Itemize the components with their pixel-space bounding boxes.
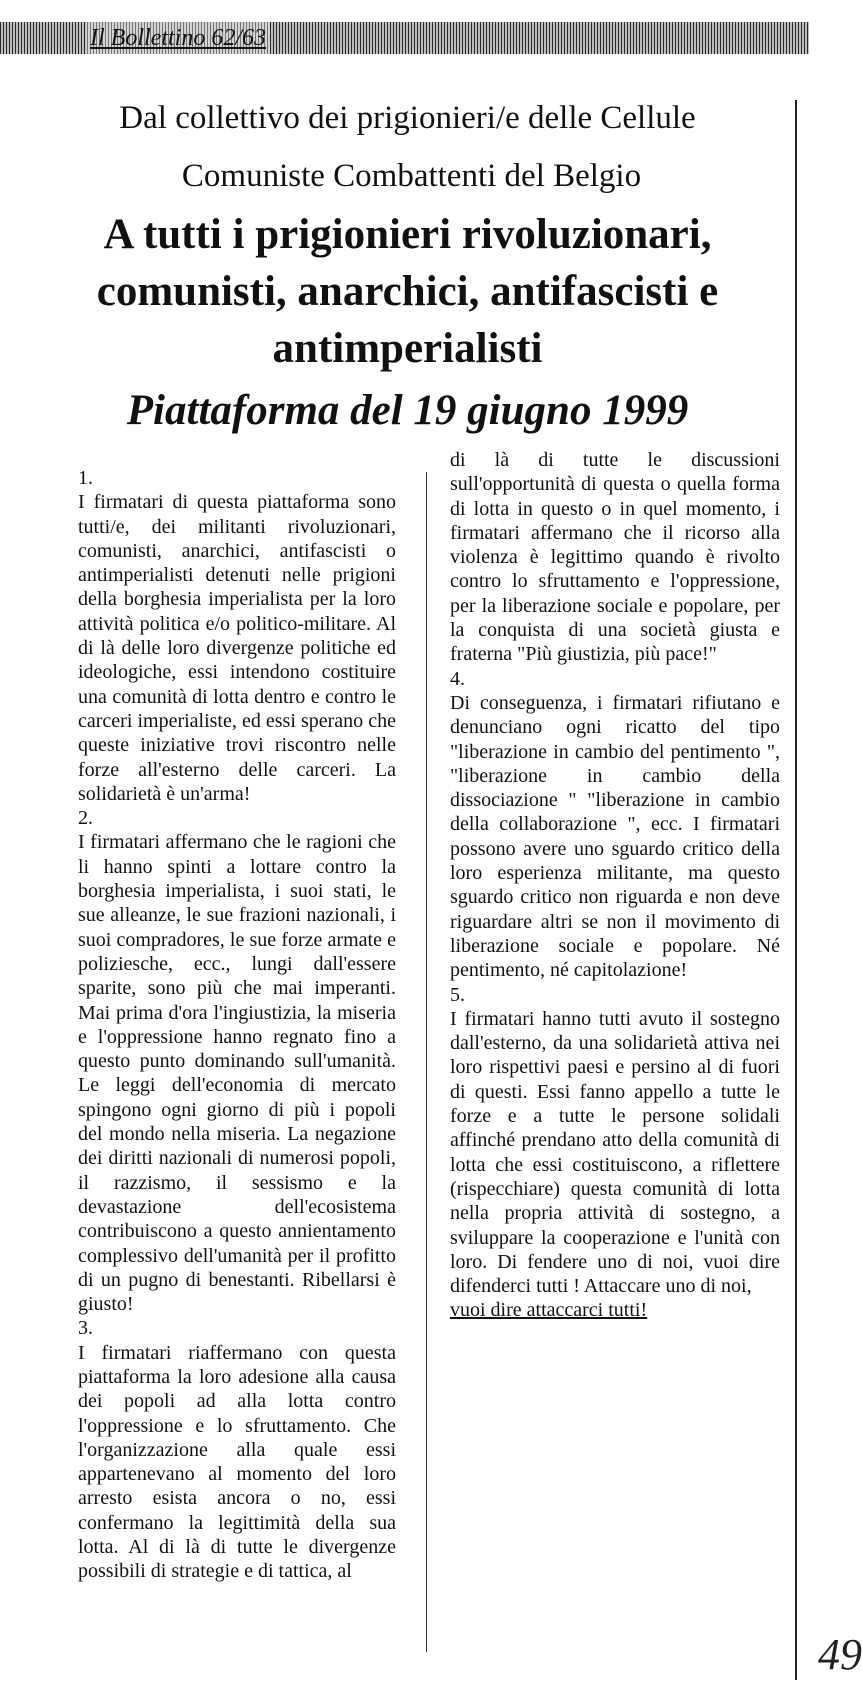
publication-title: Il Bollettino 62/63 (86, 22, 270, 54)
section-3-continuation: di là di tutte le discussioni sull'opportunità di questa o quella forma di lotta in questo o in quel momento, i firmatari affermano che il ricorso alla violenza è legittimo quando è rivolto contro lo sfruttamento e l'oppressione, per la liberazione sociale e popolare, per la conquista di una società giusta e fraterna "Più giustizia, più pace!" (450, 449, 780, 666)
section-5-closing-line: vuoi dire attaccarci tutti! (450, 1299, 648, 1322)
section-4-paragraph: Di conseguenza, i firmatari rifiutano e denunciano ogni ricatto del tipo "liberazione in cambio del pentimento ", "liberazione in cambio della dissociazione " "liberazione in cambio della collaborazione ", ecc. I firmatari possono avere uno sguardo critico della loro esperienza militante, ma questo sguardo critico non riguarda e non deve riguardare altri se non il movimento di liberazione sociale e popolare. Né pentimento, né capitolazione! (450, 691, 780, 982)
article-headline: A tutti i prigionieri rivoluzionari, comunisti, anarchici, antifascisti e antimperialisti (96, 211, 719, 372)
section-number-2: 2. (78, 807, 93, 830)
column-divider (426, 472, 427, 1652)
section-number-5: 5. (450, 983, 465, 1006)
article-dateline: Piattaforma del 19 giugno 1999 (126, 387, 689, 434)
section-number-4: 4. (450, 667, 465, 690)
text-column-left (78, 466, 396, 1584)
text-column-right (450, 448, 780, 1323)
section-number-3: 3. (78, 1317, 93, 1340)
page-number: 49 (818, 1630, 862, 1679)
section-3-paragraph: I firmatari riaffermano con questa piattaforma la loro adesione alla causa dei popoli ad alla lotta contro l'oppressione e lo sfruttamento. Che l'organizzazione alla quale essi appartenevano al momento del loro arresto esista ancora o no, essi confermano la legittimità della sua lotta. Al di là di tutte le divergenze possibili di strategie e di tattica, al (78, 1341, 396, 1583)
article-subtitle-line-2: Comuniste Combattenti del Belgio (181, 158, 642, 194)
section-2-paragraph: I firmatari affermano che le ragioni che li hanno spinti a lottare contro la borghesia imperialista, i suoi stati, le sue alleanze, le sue frazioni nazionali, i suoi compradores, le sue forze armate e poliziesche, ecc., lungi dall'essere sparite, sono più che mai imperanti. Mai prima d'ora l'ingiustizia, la miseria e l'oppressione hanno regnato fino a questo punto dominando sull'umanità. Le leggi dell'economia di mercato spingono ogni giorno di più i popoli del mondo nella miseria. La negazione dei diritti nazionali di numerosi popoli, il razzismo, il sessismo e la devastazione dell'ecosistema contribuiscono a questo annientamento complessivo dell'umanità per il profitto di un pugno di benestanti. Ribellarsi è giusto! (78, 831, 396, 1316)
section-1-paragraph: I firmatari di questa piattaforma sono tutti/e, dei militanti rivoluzionari, comunisti, anarchici, antifascisti o antimperialisti detenuti nelle prigioni della borghesia imperialista per la loro attività politica e/o politico-militare. Al di là delle loro divergenze politiche ed ideologiche, essi intendono costituire una comunità di lotta dentro e contro le carceri imperialiste, ed essi sperano che queste iniziative trovi riscontro nelle forze all'esterno delle carceri. La solidarietà è un'arma! (78, 491, 396, 805)
article-subtitle-line-1: Dal collettivo dei prigionieri/e delle Cellule (119, 100, 696, 136)
section-5-paragraph: I firmatari hanno tutti avuto il sostegno dall'esterno, da una solidarietà attiva nei loro rispettivi paesi e persino al di fuori di questi. Essi fanno appello a tutte le forze e a tutte le persone solidali affinché prendano atto della comunità di lotta che essi costituiscono, a riflettere (rispecchiare) questa comunità di lotta nella propria attività di sostegno, a sviluppare la cooperazione e l'unità con loro. Di fendere uno di noi, vuoi dire difenderci tutti ! Attaccare uno di noi, (450, 1007, 780, 1298)
section-number-1: 1. (78, 467, 93, 489)
page-right-rule (795, 100, 797, 1680)
